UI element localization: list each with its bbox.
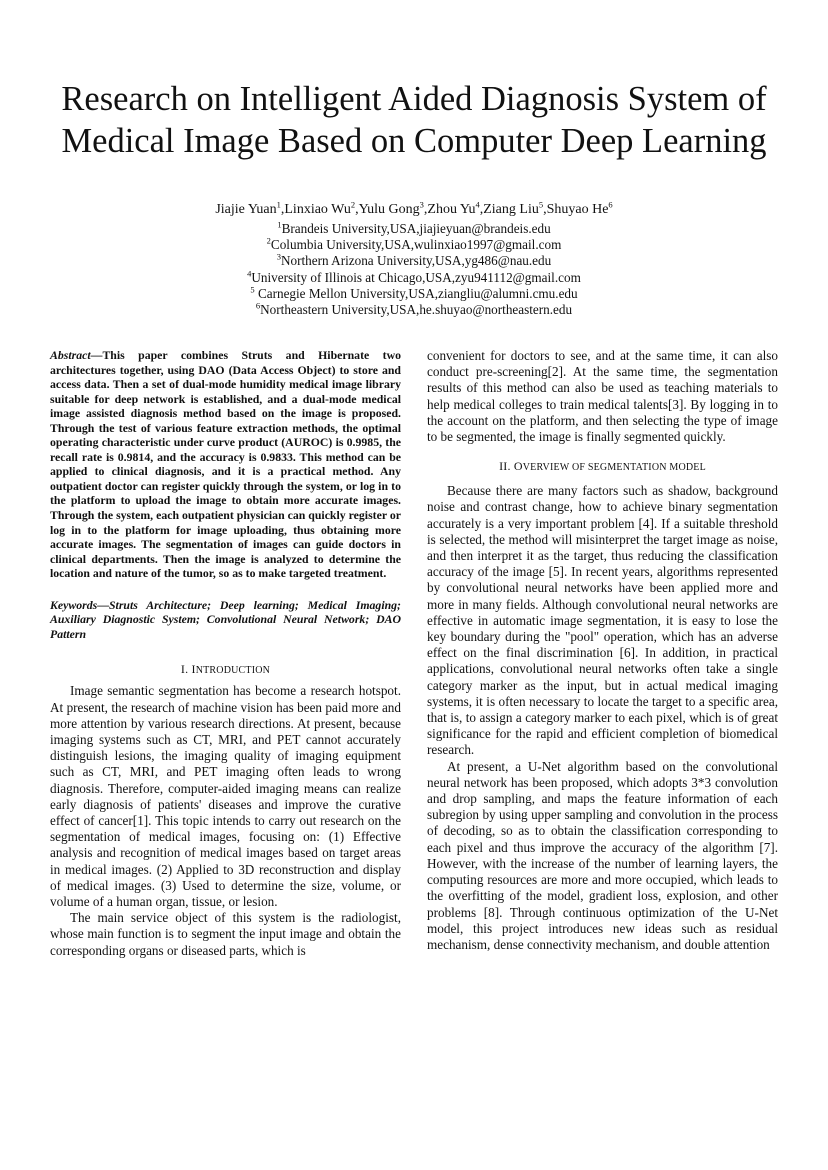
- affiliation-list: [40, 221, 788, 318]
- author-sup: 2: [350, 199, 356, 210]
- author-list: Jiajie Yuan$^1$,Linxiao Wu$^2$,Yulu Gong$^3$,Zhou Yu$^4$,Ziang Liu$^5$,Shuyao He$^6$: [215, 199, 613, 217]
- affiliation: [40, 253, 788, 269]
- section-initial: O: [513, 459, 523, 474]
- affiliation-text: Carnegie Mellon University,USA,ziangliu@alumni.cmu.edu: [254, 285, 578, 301]
- abstract-lead: Abstract: [50, 348, 91, 362]
- author-name: Yulu Gong: [358, 202, 420, 217]
- author-sup: 5: [538, 199, 544, 210]
- author-name: Zhou Yu: [427, 202, 476, 217]
- affiliation-text: Columbia University,USA,wulinxiao1997@gmail.com: [270, 237, 562, 253]
- author-sup: 6: [608, 199, 613, 210]
- right-column: [427, 348, 778, 953]
- author-sup: 4: [475, 199, 480, 210]
- section-initial: I: [191, 662, 196, 677]
- author-sup: 3: [419, 199, 424, 210]
- section-title-rest: VERVIEW OF SEGMENTATION MODEL: [522, 462, 706, 474]
- affiliation: [40, 221, 788, 237]
- abstract: [50, 348, 401, 581]
- section-heading-introduction: [50, 661, 401, 679]
- paper-title: Research on Intelligent Aided Diagnosis System of Medical Image Based on Computer Deep Learning: [61, 80, 767, 160]
- author-name: Shuyao He: [546, 202, 609, 217]
- affiliation-sup: 2: [266, 235, 271, 246]
- author-name: Jiajie Yuan: [215, 202, 277, 217]
- paragraph: Image semantic segmentation has become a research hotspot. At present, the research of machine vision has been paid more and more attention by various research directions. At present, because imaging systems such as CT, MRI, and PET cannot accurately distinguish lesions, the imaging quality of imaging equipment such as CT, MRI, and PET imaging often leads to wrong diagnosis. Therefore, computer-aided imaging means can realize early diagnosis of patients' diseases and improve the curative effect of cancer[1]. This topic intends to carry out research on the segmentation of medical images, focusing on: (1) Effective analysis and recognition of medical images based on target areas in medical images. (2) Applied to 3D reconstruction and display of medical images. (3) Used to determine the size, volume, or volume of a human organ, tissue, or lesion.: [50, 683, 401, 910]
- author-sup: 1: [276, 199, 281, 210]
- affiliation-sup: 5: [250, 284, 255, 295]
- affiliation-sup: 6: [255, 300, 261, 311]
- paragraph: At present, a U-Net algorithm based on the convolutional neural network has been proposed, which adopts 3*3 convolution and drop sampling, and maps the feature information of each subregion by using upper sampling and convolution in the process of decoding, so as to obtain the classification corresponding to each pixel and thus improve the accuracy of the algorithm [7]. However, with the increase of the number of learning layers, the computing resources are more and more occupied, which leads to the overfitting of the model, gradient loss, explosion, and other problems [8]. Through continuous optimization of the U-Net model, this project introduces new ideas such as residual mechanism, dense connectivity mechanism, and double attention: [427, 758, 778, 952]
- affiliation: [40, 237, 788, 253]
- affiliation-text: Northern Arizona University,USA,yg486@nau.edu: [281, 253, 552, 269]
- paragraph: The main service object of this system is the radiologist, whose main function is to segment the input image and obtain the corresponding organs or diseased parts, which is: [50, 910, 401, 958]
- affiliation: [40, 286, 788, 302]
- author-name: Ziang Liu: [483, 202, 539, 217]
- affiliation-sup: 4: [247, 268, 252, 279]
- section-heading-overview: [427, 458, 778, 476]
- affiliation-text: University of Illinois at Chicago,USA,zyu941112@gmail.com: [251, 269, 581, 285]
- affiliation-text: Brandeis University,USA,jiajieyuan@brandeis.edu: [281, 221, 551, 236]
- affiliation: [40, 270, 788, 286]
- affiliation-text: Northeastern University,USA,he.shuyao@northeastern.edu: [260, 302, 573, 318]
- affiliation-sup: 1: [277, 219, 282, 230]
- section-number: II.: [499, 459, 514, 474]
- author-name: Linxiao Wu: [284, 202, 351, 217]
- affiliation-sup: 3: [276, 252, 281, 263]
- left-column: [50, 348, 401, 959]
- section-title-rest: NTRODUCTION: [195, 665, 271, 677]
- paragraph: Because there are many factors such as shadow, background noise and contrast change, how to achieve binary segmentation accurately is a very important problem [4]. If a suitable threshold is selected, the method will misinterpret the target image as noise, and then interpret it as the target, thus reducing the classification accuracy of the image [5]. In recent years, algorithms represented by convolutional neural networks have been applied more and more in many fields. Although convolutional neural networks are effective in automatic image segmentation, it is easy to lose the key boundary during the "pool" operation, which has an adverse effect on the final discrimination [6]. In addition, in practical applications, convolutional neural networks often take a single category marker as the input, but in actual medical imaging systems, it is often necessary to locate the target to a specific area, that is, to assign a category marker to each pixel, which is of great significance for the rapid and efficient completion of biomedical research.: [427, 483, 778, 758]
- affiliation: [40, 302, 788, 318]
- section-number: I.: [180, 662, 192, 677]
- paragraph-continuation: convenient for doctors to see, and at the same time, it can also conduct pre-screening[2]. At the same time, the segmentation results of this method can also be used as teaching materials to help medical colleges to train medical talents[3]. By logging in to the account on the platform, and then selecting the type of image to be segmented, the image is finally segmented quickly.: [427, 348, 778, 445]
- keywords: Keywords—Struts Architecture; Deep learning; Medical Imaging; Auxiliary Diagnostic System; Convolutional Neural Network; DAO Pattern: [50, 597, 401, 641]
- abstract-text: —This paper combines Struts and Hibernate two architectures together, using DAO (Data Access Object) to store and access data. Then a set of dual-mode humidity medical image library suitable for deep network is established, and a dual-mode medical image assisted diagnosis method based on the image is proposed. Through the test of various feature extraction methods, the optimal operating characteristic under curve product (AUROC) is 0.9985, the recall rate is 0.9814, and the accuracy is 0.9833. This method can be applied to clinical diagnosis, and it is a practical method. Any outpatient doctor can register quickly through the system, or log in to the platform to upload the image to obtain more accurate images. Through the system, each outpatient physician can quickly register or log in to the platform for image uploading, thus obtaining more accurate images. The segmentation of images can guide doctors in clinical departments. Then the image is analyzed to determine the location and nature of the tumor, so as to make targeted treatment.: [50, 348, 401, 581]
